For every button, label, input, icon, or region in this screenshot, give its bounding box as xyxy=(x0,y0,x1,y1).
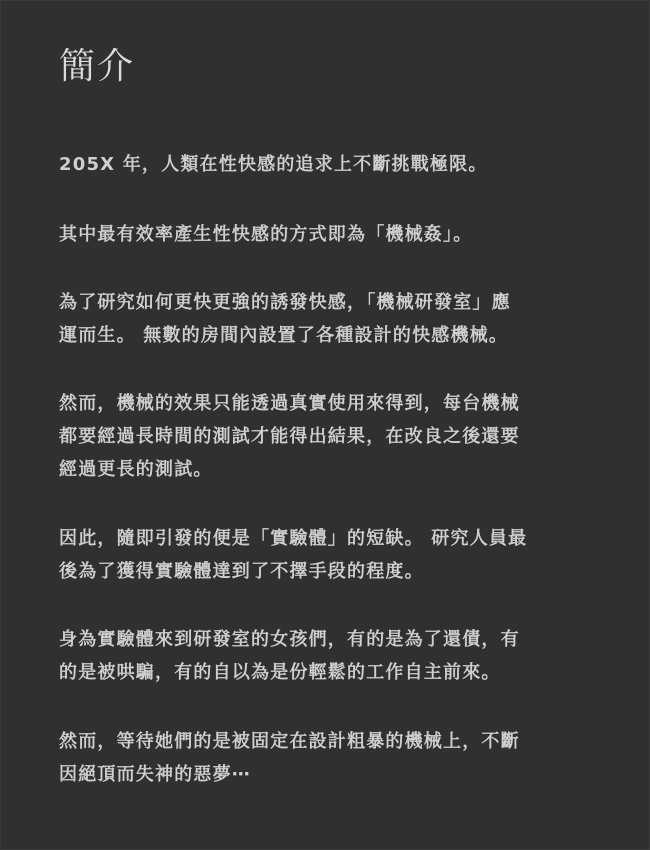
paragraph-line: 身為實驗體來到研發室的女孩們，有的是為了還債，有 xyxy=(59,629,520,650)
paragraph-line: 都要經過長時間的測試才能得出結果，在改良之後還要 xyxy=(59,426,520,447)
paragraph-line: 為了研究如何更快更強的誘發快感，「機械研發室」應 xyxy=(59,292,511,313)
page-title: 簡介 xyxy=(59,46,136,87)
paragraph-line: 運而生。 無數的房間內設置了各種設計的快感機械。 xyxy=(59,325,509,346)
paragraph-line: 因此，隨即引發的便是「實驗體」的短缺。 研究人員最 xyxy=(59,528,528,549)
paragraph-line: 其中最有效率產生性快感的方式即為「機械姦」。 xyxy=(59,224,473,245)
paragraph-line: 205X 年，人類在性快感的追求上不斷挑戰極限。 xyxy=(59,154,488,175)
paragraph-3 xyxy=(59,286,599,352)
paragraph-line: 的是被哄騙，有的自以為是份輕鬆的工作自主前來。 xyxy=(59,662,501,683)
paragraph-line: 然而，等待她們的是被固定在設計粗暴的機械上，不斷 xyxy=(59,731,520,752)
paragraph-1 xyxy=(59,148,599,181)
paragraph-line: 後為了獲得實驗體達到了不擇手段的程度。 xyxy=(59,561,424,582)
paragraph-line: 然而，機械的效果只能透過真實使用來得到，每台機械 xyxy=(59,393,520,414)
paragraph-line: 因絕頂而失神的惡夢⋯ xyxy=(59,764,251,785)
paragraph-4 xyxy=(59,387,599,486)
paragraph-2 xyxy=(59,218,599,251)
paragraph-5 xyxy=(59,522,599,588)
paragraph-line: 經過更長的測試。 xyxy=(59,459,213,480)
paragraph-7 xyxy=(59,725,599,791)
paragraph-6 xyxy=(59,623,599,689)
